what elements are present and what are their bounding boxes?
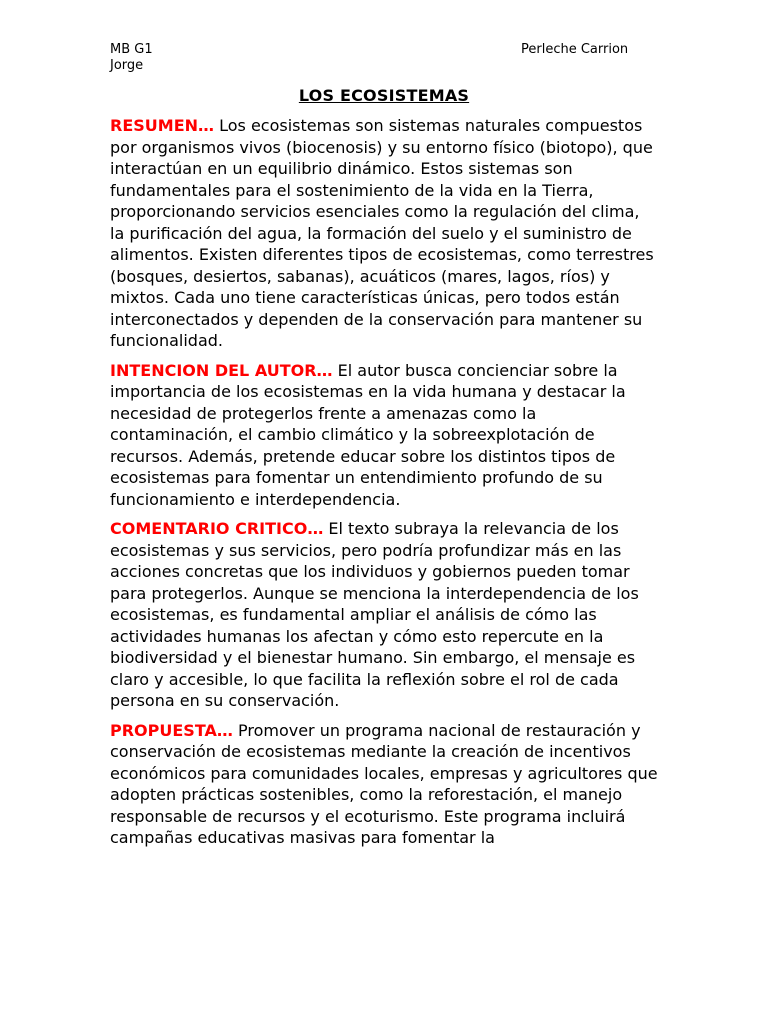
document-body bbox=[110, 115, 658, 857]
document-title: LOS ECOSISTEMAS bbox=[298, 86, 470, 105]
section-label: INTENCION DEL AUTOR… bbox=[110, 360, 333, 380]
section-intencion bbox=[110, 360, 658, 511]
section-propuesta bbox=[110, 720, 658, 849]
section-label: RESUMEN… bbox=[110, 116, 215, 135]
section-text: Promover un programa nacional de restauración y conservación de ecosistemas mediante la creación de incentivos económicos para comunidades locales, empresas y agricultores que adopten prácticas sostenibles, como la reforestación, el manejo responsable de recursos y el ecoturismo. Este programa incluirá campañas educativas masivas para fomentar la bbox=[110, 720, 658, 847]
section-label: COMENTARIO CRITICO… bbox=[110, 519, 324, 538]
header-surname: Perleche Carrion bbox=[521, 42, 629, 57]
section-text: Los ecosistemas son sistemas naturales compuestos por organismos vivos (biocenosis) y su entorno físico (biotopo), que interactúan en un equilibrio dinámico. Estos sistemas son fundamentales para el sostenimiento de la vida en la Tierra, proporcionando servicios esenciales como la regulación del clima, la purificación del agua, la formación del suelo y el suministro de alimentos. Existen diferentes tipos de ecosistemas, como terrestres (bosques, desiertos, sabanas), acuáticos (mares, lagos, ríos) y mixtos. Cada uno tiene características únicas, pero todos están interconectados y dependen de la conservación para mantener su funcionalidad. bbox=[110, 116, 654, 350]
section-label: PROPUESTA… bbox=[110, 720, 233, 740]
section-comentario bbox=[110, 518, 658, 712]
section-text: El autor busca concienciar sobre la importancia de los ecosistemas en la vida humana y destacar la necesidad de protegerlos frente a amenazas como la contaminación, el cambio climático y la sobreexplotación de recursos. Además, pretende educar sobre los distintos tipos de ecosistemas para fomentar un entendimiento profundo de su funcionamiento e interdependencia. bbox=[110, 360, 626, 509]
header-left bbox=[110, 42, 230, 74]
header-course: MB G1 bbox=[110, 42, 153, 57]
header-first-name: Jorge bbox=[110, 58, 144, 73]
section-resumen bbox=[110, 115, 658, 352]
section-text: El texto subraya la relevancia de los ecosistemas y sus servicios, pero podría profundizar más en las acciones concretas que los individuos y gobiernos pueden tomar para protegerlos. Aunque se menciona la interdependencia de los ecosistemas, es fundamental ampliar el análisis de cómo las actividades humanas los afectan y cómo esto repercute en la biodiversidad y el bienestar humano. Sin embargo, el mensaje es claro y accesible, lo que facilita la reflexión sobre el rol de cada persona en su conservación. bbox=[110, 519, 639, 710]
